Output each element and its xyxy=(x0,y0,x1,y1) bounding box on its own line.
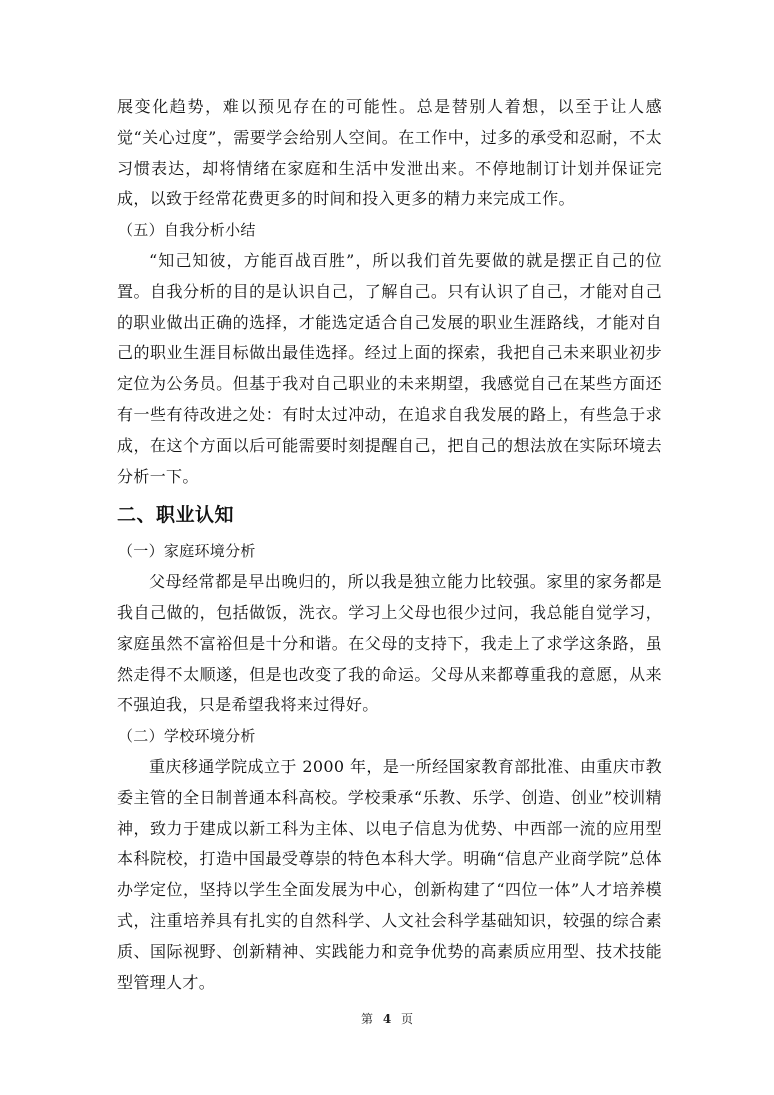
page-number: 4 xyxy=(382,1012,392,1026)
self-summary-paragraph: “知己知彼，方能百战百胜”，所以我们首先要做的就是摆正自己的位置。自我分析的目的是认识自己，了解自己。只有认识了自己，才能对自己的职业做出正确的选择，才能选定适合自己发展的职业生涯路线，才能对自己的职业生涯目标做出最佳选择。经过上面的探索，我把自己未来职业初步定位为公务员。但基于我对自己职业的未来期望，我感觉自己在某些方面还有一些有待改进之处：有时太过冲动，在追求自我发展的路上，有些急于求成，在这个方面以后可能需要时刻提醒自己，把自己的想法放在实际环境去分析一下。 xyxy=(117,250,662,486)
school-heading: （二）学校环境分析 xyxy=(118,727,256,746)
continued-paragraph: 展变化趋势，难以预见存在的可能性。总是替别人着想，以至于让人感觉“关心过度”，需要学会给别人空间。在工作中，过多的承受和忍耐，不太习惯表达，却将情绪在家庭和生活中发泄出来。不停地制订计划并保证完成，以致于经常花费更多的时间和投入更多的精力来完成工作。 xyxy=(117,97,662,209)
family-heading: （一）家庭环境分析 xyxy=(118,542,256,561)
page-content xyxy=(117,92,662,998)
section-two-heading: 二、职业认知 xyxy=(117,504,235,527)
page-footer xyxy=(0,1010,774,1027)
family-paragraph: 父母经常都是早出晚归的，所以我是独立能力比较强。家里的家务都是我自己做的，包括做饭，洗衣。学习上父母也很少过问，我总能自觉学习，家庭虽然不富裕但是十分和谐。在父母的支持下，我走上了求学这条路，虽然走得不太顺遂，但是也改变了我的命运。父母从来都尊重我的意愿，从来不强迫我，只是希望我将来过得好。 xyxy=(117,572,662,715)
page-suffix: 页 xyxy=(401,1012,414,1026)
self-summary-heading: （五）自我分析小结 xyxy=(118,221,256,240)
page-prefix: 第 xyxy=(360,1012,373,1026)
school-paragraph: 重庆移通学院成立于 2000 年，是一所经国家教育部批准、由重庆市教委主管的全日制普通本科高校。学校秉承“乐教、乐学、创造、创业”校训精神，致力于建成以新工科为主体、以电子信息为优势、中西部一流的应用型本科院校，打造中国最受尊崇的特色本科大学。明确“信息产业商学院”总体办学定位，坚持以学生全面发展为中心，创新构建了“四位一体”人才培养模式，注重培养具有扎实的自然科学、人文社会科学基础知识，较强的综合素质、国际视野、创新精神、实践能力和竞争优势的高素质应用型、技术技能型管理人才。 xyxy=(117,756,662,992)
